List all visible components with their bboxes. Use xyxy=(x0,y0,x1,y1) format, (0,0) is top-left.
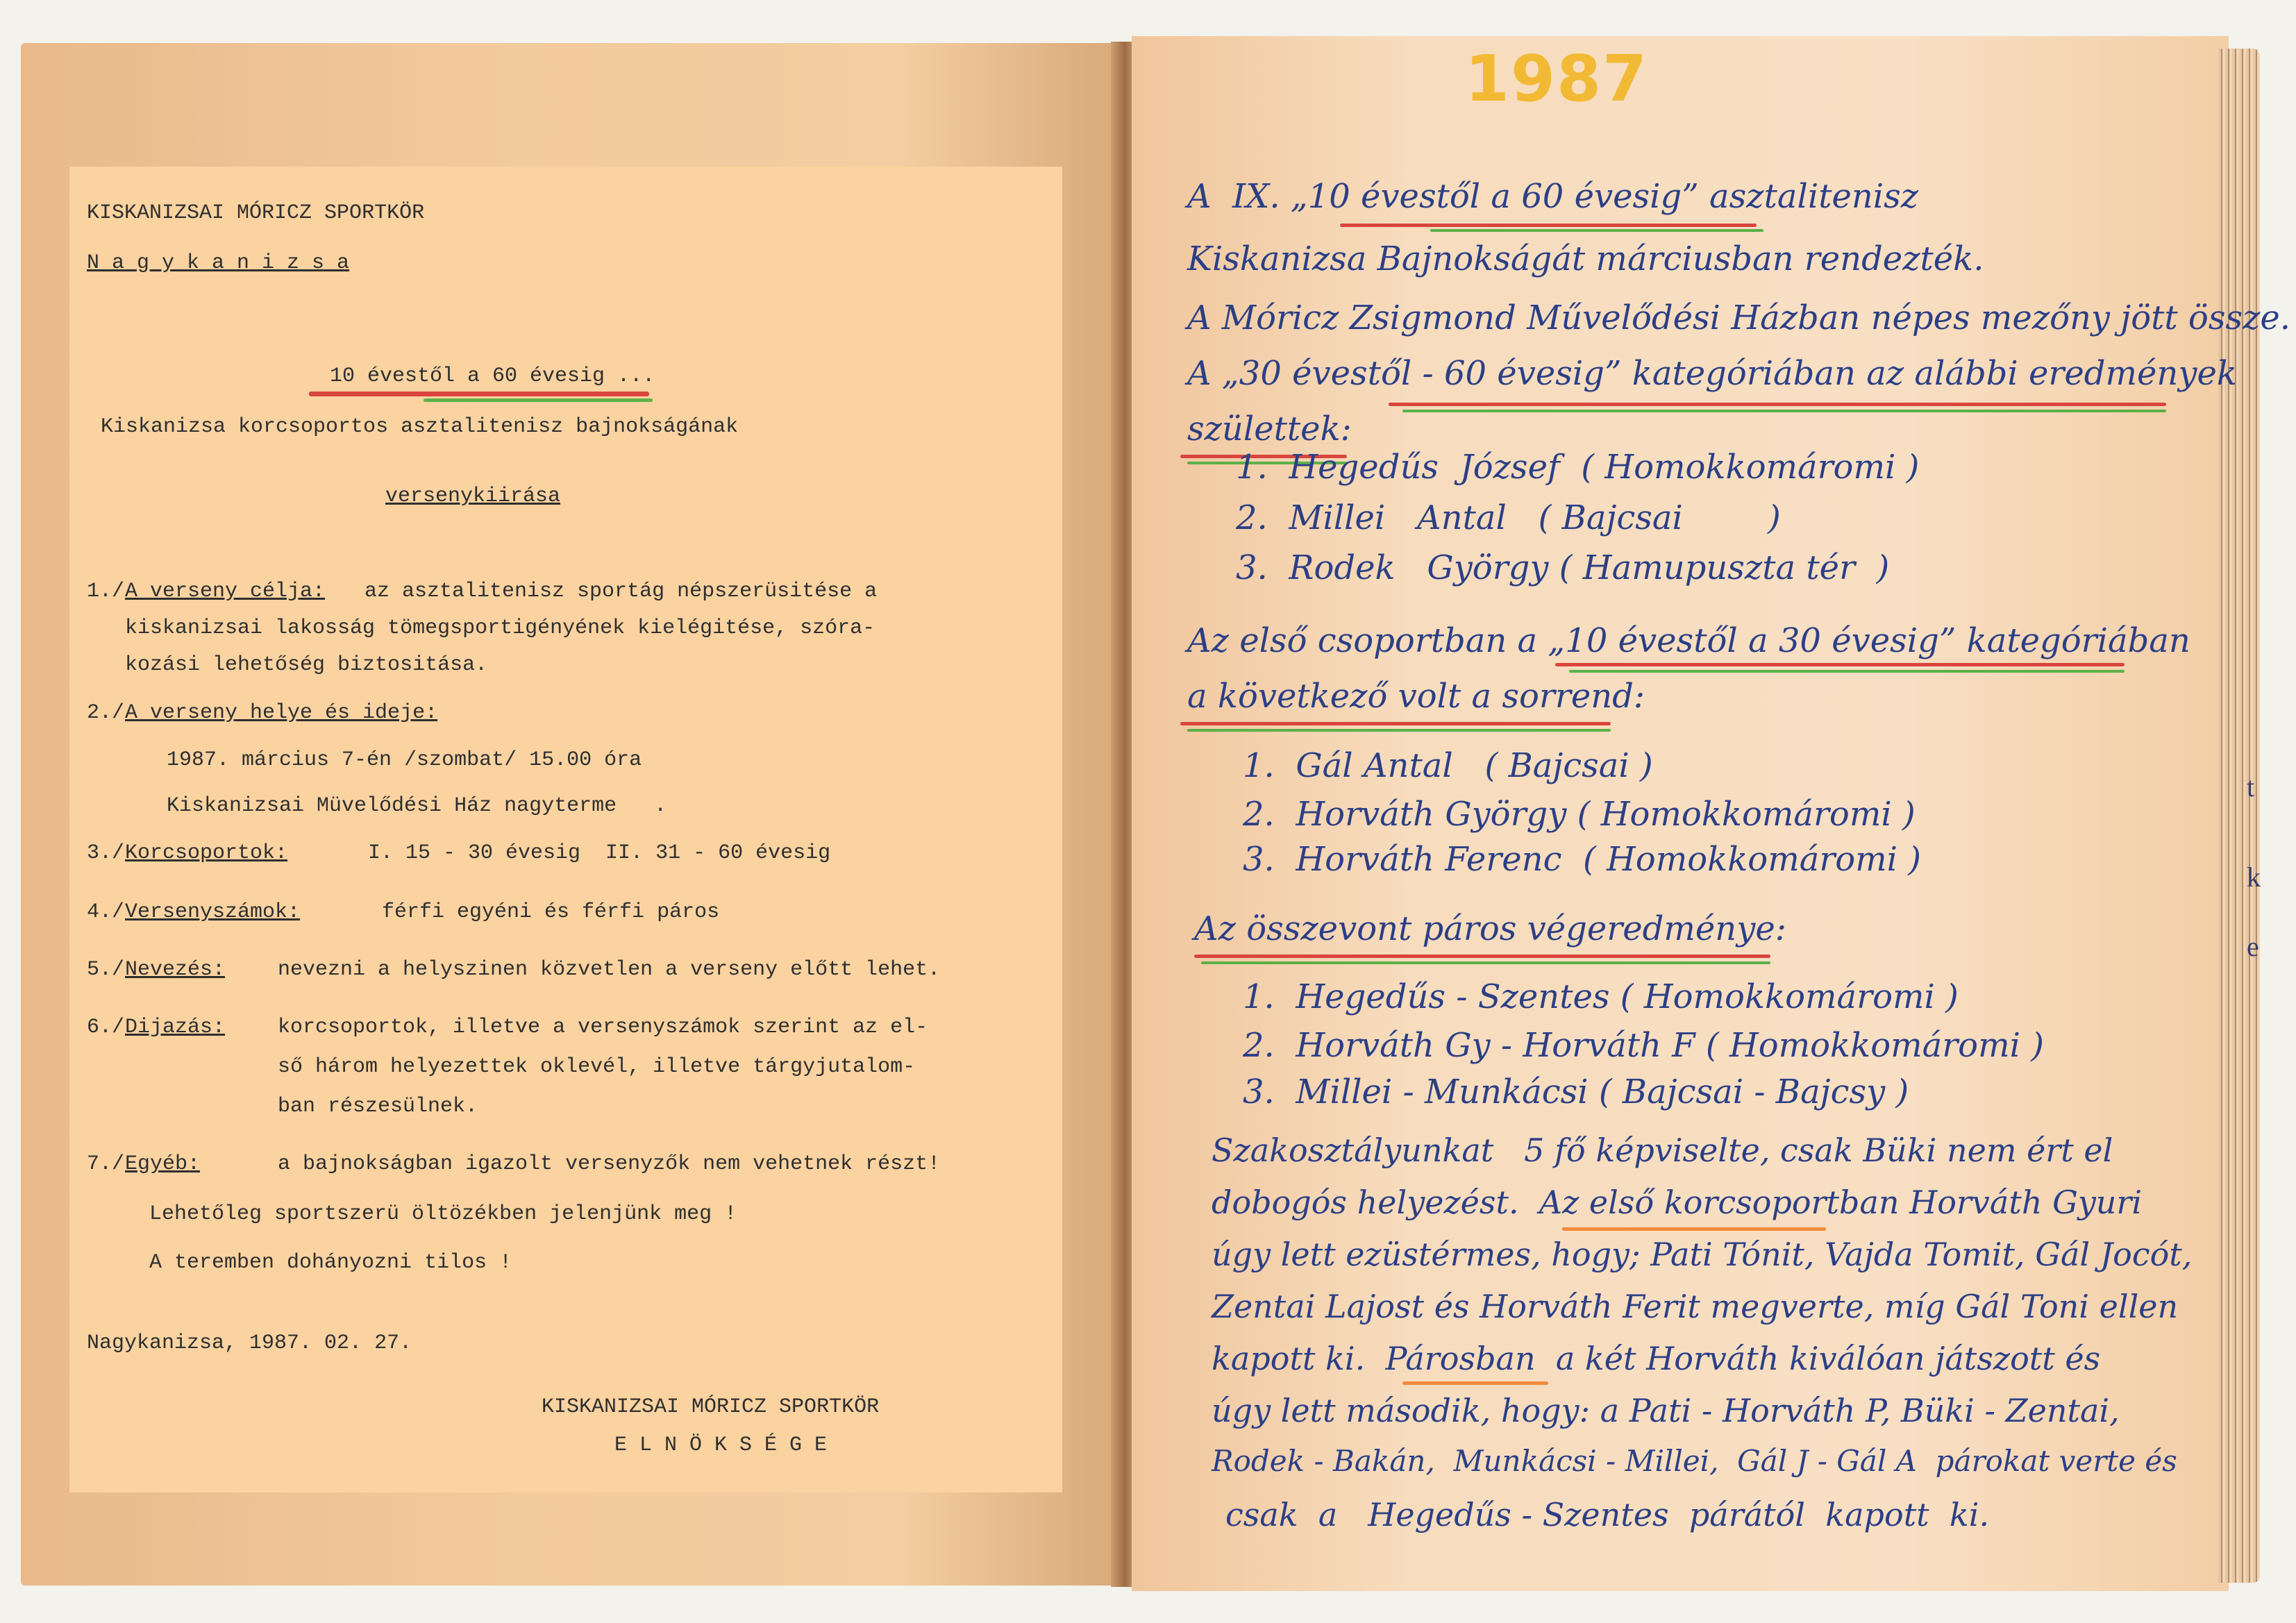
typed-notice xyxy=(69,167,1062,1492)
item1-label: A verseny célja: xyxy=(125,580,326,603)
result-row: 1. Hegedűs - Szentes ( Homokkomáromi ) xyxy=(1243,977,1959,1016)
red-underline xyxy=(1180,722,1611,725)
hw-line: Zentai Lajost és Horváth Ferit megverte, míg Gál Toni ellen xyxy=(1212,1288,2179,1325)
item1-text: kozási lehetőség biztositása. xyxy=(125,653,488,677)
item7-label: Egyéb: xyxy=(125,1152,201,1176)
item3-label: Korcsoportok: xyxy=(125,841,288,865)
notice-title: 10 évestől a 60 évesig ... xyxy=(330,364,655,388)
red-underline xyxy=(1555,663,2125,666)
item5-number: 5./ xyxy=(87,958,125,982)
result-row: 2. Millei Antal ( Bajcsai ) xyxy=(1236,498,1781,537)
notice-heading: versenykiirása xyxy=(385,485,561,508)
note-no-smoking: A teremben dohányozni tilos ! xyxy=(149,1251,512,1275)
item7-text: a bajnokságban igazolt versenyzők nem vehetnek részt! xyxy=(278,1152,941,1176)
red-underline xyxy=(1194,955,1770,958)
hw-line: Szakosztályunkat 5 fő képviselte, csak Büki nem ért el xyxy=(1212,1132,2113,1169)
green-underline xyxy=(424,398,653,402)
edge-letter: e xyxy=(2247,931,2259,962)
red-underline xyxy=(1389,403,2166,406)
edge-letter: t xyxy=(2247,771,2255,802)
green-underline xyxy=(1430,229,1763,232)
item6-text: ban részesülnek. xyxy=(278,1095,478,1118)
green-underline xyxy=(1569,670,2125,673)
item7-number: 7./ xyxy=(87,1152,125,1176)
green-underline xyxy=(1201,961,1770,964)
red-underline xyxy=(1340,224,1757,227)
red-underline xyxy=(309,392,649,396)
club-header: KISKANIZSAI MÓRICZ SPORTKÖR xyxy=(87,201,425,225)
item3-text: I. 15 - 30 évesig II. 31 - 60 évesig xyxy=(368,841,831,865)
item4-label: Versenyszámok: xyxy=(125,900,301,924)
hw-line: csak a Hegedűs - Szentes párától kapott ki. xyxy=(1225,1496,1990,1533)
notice-date: Nagykanizsa, 1987. 02. 27. xyxy=(87,1331,412,1355)
hw-line: Kiskanizsa Bajnokságát márciusban rendezték. xyxy=(1187,239,1984,278)
item6-text: ső három helyezettek oklevél, illetve tárgyjutalom- xyxy=(278,1055,916,1079)
page-edges xyxy=(2218,49,2260,1583)
item2-text: Kiskanizsai Müvelődési Ház nagyterme . xyxy=(167,794,667,818)
item6-number: 6./ xyxy=(87,1016,125,1039)
result-row: 2. Horváth Gy - Horváth F ( Homokkomáromi ) xyxy=(1243,1026,2044,1065)
signature-role: E L N Ö K S É G E xyxy=(614,1433,828,1457)
note-clothing: Lehetőleg sportszerü öltözékben jelenjünk meg ! xyxy=(149,1202,737,1226)
hw-line: születtek: xyxy=(1187,410,1352,448)
result-row: 3. Horváth Ferenc ( Homokkomáromi ) xyxy=(1243,840,1922,879)
notice-subtitle: Kiskanizsa korcsoportos asztalitenisz bajnokságának xyxy=(101,415,739,439)
town-name: N a g y k a n i z s a xyxy=(87,251,350,275)
hw-line: úgy lett második, hogy: a Pati - Horváth P, Büki - Zentai, xyxy=(1212,1392,2120,1429)
edge-letter: k xyxy=(2247,861,2261,893)
hw-line: Az első csoportban a „10 évestől a 30 évesig” kategóriában xyxy=(1187,621,2190,660)
item6-label: Dijazás: xyxy=(125,1016,226,1039)
item5-text: nevezni a helyszinen közvetlen a verseny előtt lehet. xyxy=(278,958,941,982)
hw-line: Az összevont páros végeredménye: xyxy=(1194,909,1786,948)
result-row: 1. Gál Antal ( Bajcsai ) xyxy=(1243,746,1653,785)
item2-number: 2./ xyxy=(87,701,125,725)
item6-text: korcsoportok, illetve a versenyszámok szerint az el- xyxy=(278,1016,928,1039)
item1-text: kiskanizsai lakosság tömegsportigényének kielégitése, szóra- xyxy=(125,616,875,640)
item4-text: férfi egyéni és férfi páros xyxy=(382,900,720,924)
hw-line: A Móricz Zsigmond Művelődési Házban népes mezőny jött össze. xyxy=(1187,298,2291,337)
orange-underline xyxy=(1562,1227,1826,1231)
hw-line: a következő volt a sorrend: xyxy=(1187,677,1645,716)
green-underline xyxy=(1187,729,1611,732)
hw-line: Rodek - Bakán, Munkácsi - Millei, Gál J - Gál A párokat verte és xyxy=(1212,1444,2177,1478)
result-row: 3. Millei - Munkácsi ( Bajcsai - Bajcsy ) xyxy=(1243,1073,1909,1111)
item5-label: Nevezés: xyxy=(125,958,226,982)
item2-text: 1987. március 7-én /szombat/ 15.00 óra xyxy=(167,748,642,772)
signature-org: KISKANIZSAI MÓRICZ SPORTKÖR xyxy=(542,1395,880,1419)
item2-label: A verseny helye és ideje: xyxy=(125,701,438,725)
result-row: 2. Horváth György ( Homokkomáromi ) xyxy=(1243,795,1916,834)
hw-line: kapott ki. Párosban a két Horváth kiválóan játszott és xyxy=(1212,1340,2101,1377)
item1-number: 1./ xyxy=(87,580,125,603)
orange-underline xyxy=(1402,1381,1548,1385)
hw-line: A „30 évestől - 60 évesig” kategóriában az alábbi eredmények xyxy=(1187,354,2237,393)
year-heading: 1987 xyxy=(1465,42,1649,116)
hw-line: úgy lett ezüstérmes, hogy; Pati Tónit, Vajda Tomit, Gál Jocót, xyxy=(1212,1236,2193,1273)
result-row: 3. Rodek György ( Hamupuszta tér ) xyxy=(1236,548,1890,587)
item1-text: az asztalitenisz sportág népszerüsitése a xyxy=(364,580,878,603)
result-row: 1. Hegedűs József ( Homokkomáromi ) xyxy=(1236,448,1920,487)
item3-number: 3./ xyxy=(87,841,125,865)
item4-number: 4./ xyxy=(87,900,125,924)
hw-line: dobogós helyezést. Az első korcsoportban Horváth Gyuri xyxy=(1212,1184,2143,1221)
hw-line: A IX. „10 évestől a 60 évesig” asztalitenisz xyxy=(1187,177,1919,216)
green-underline xyxy=(1402,410,2166,412)
